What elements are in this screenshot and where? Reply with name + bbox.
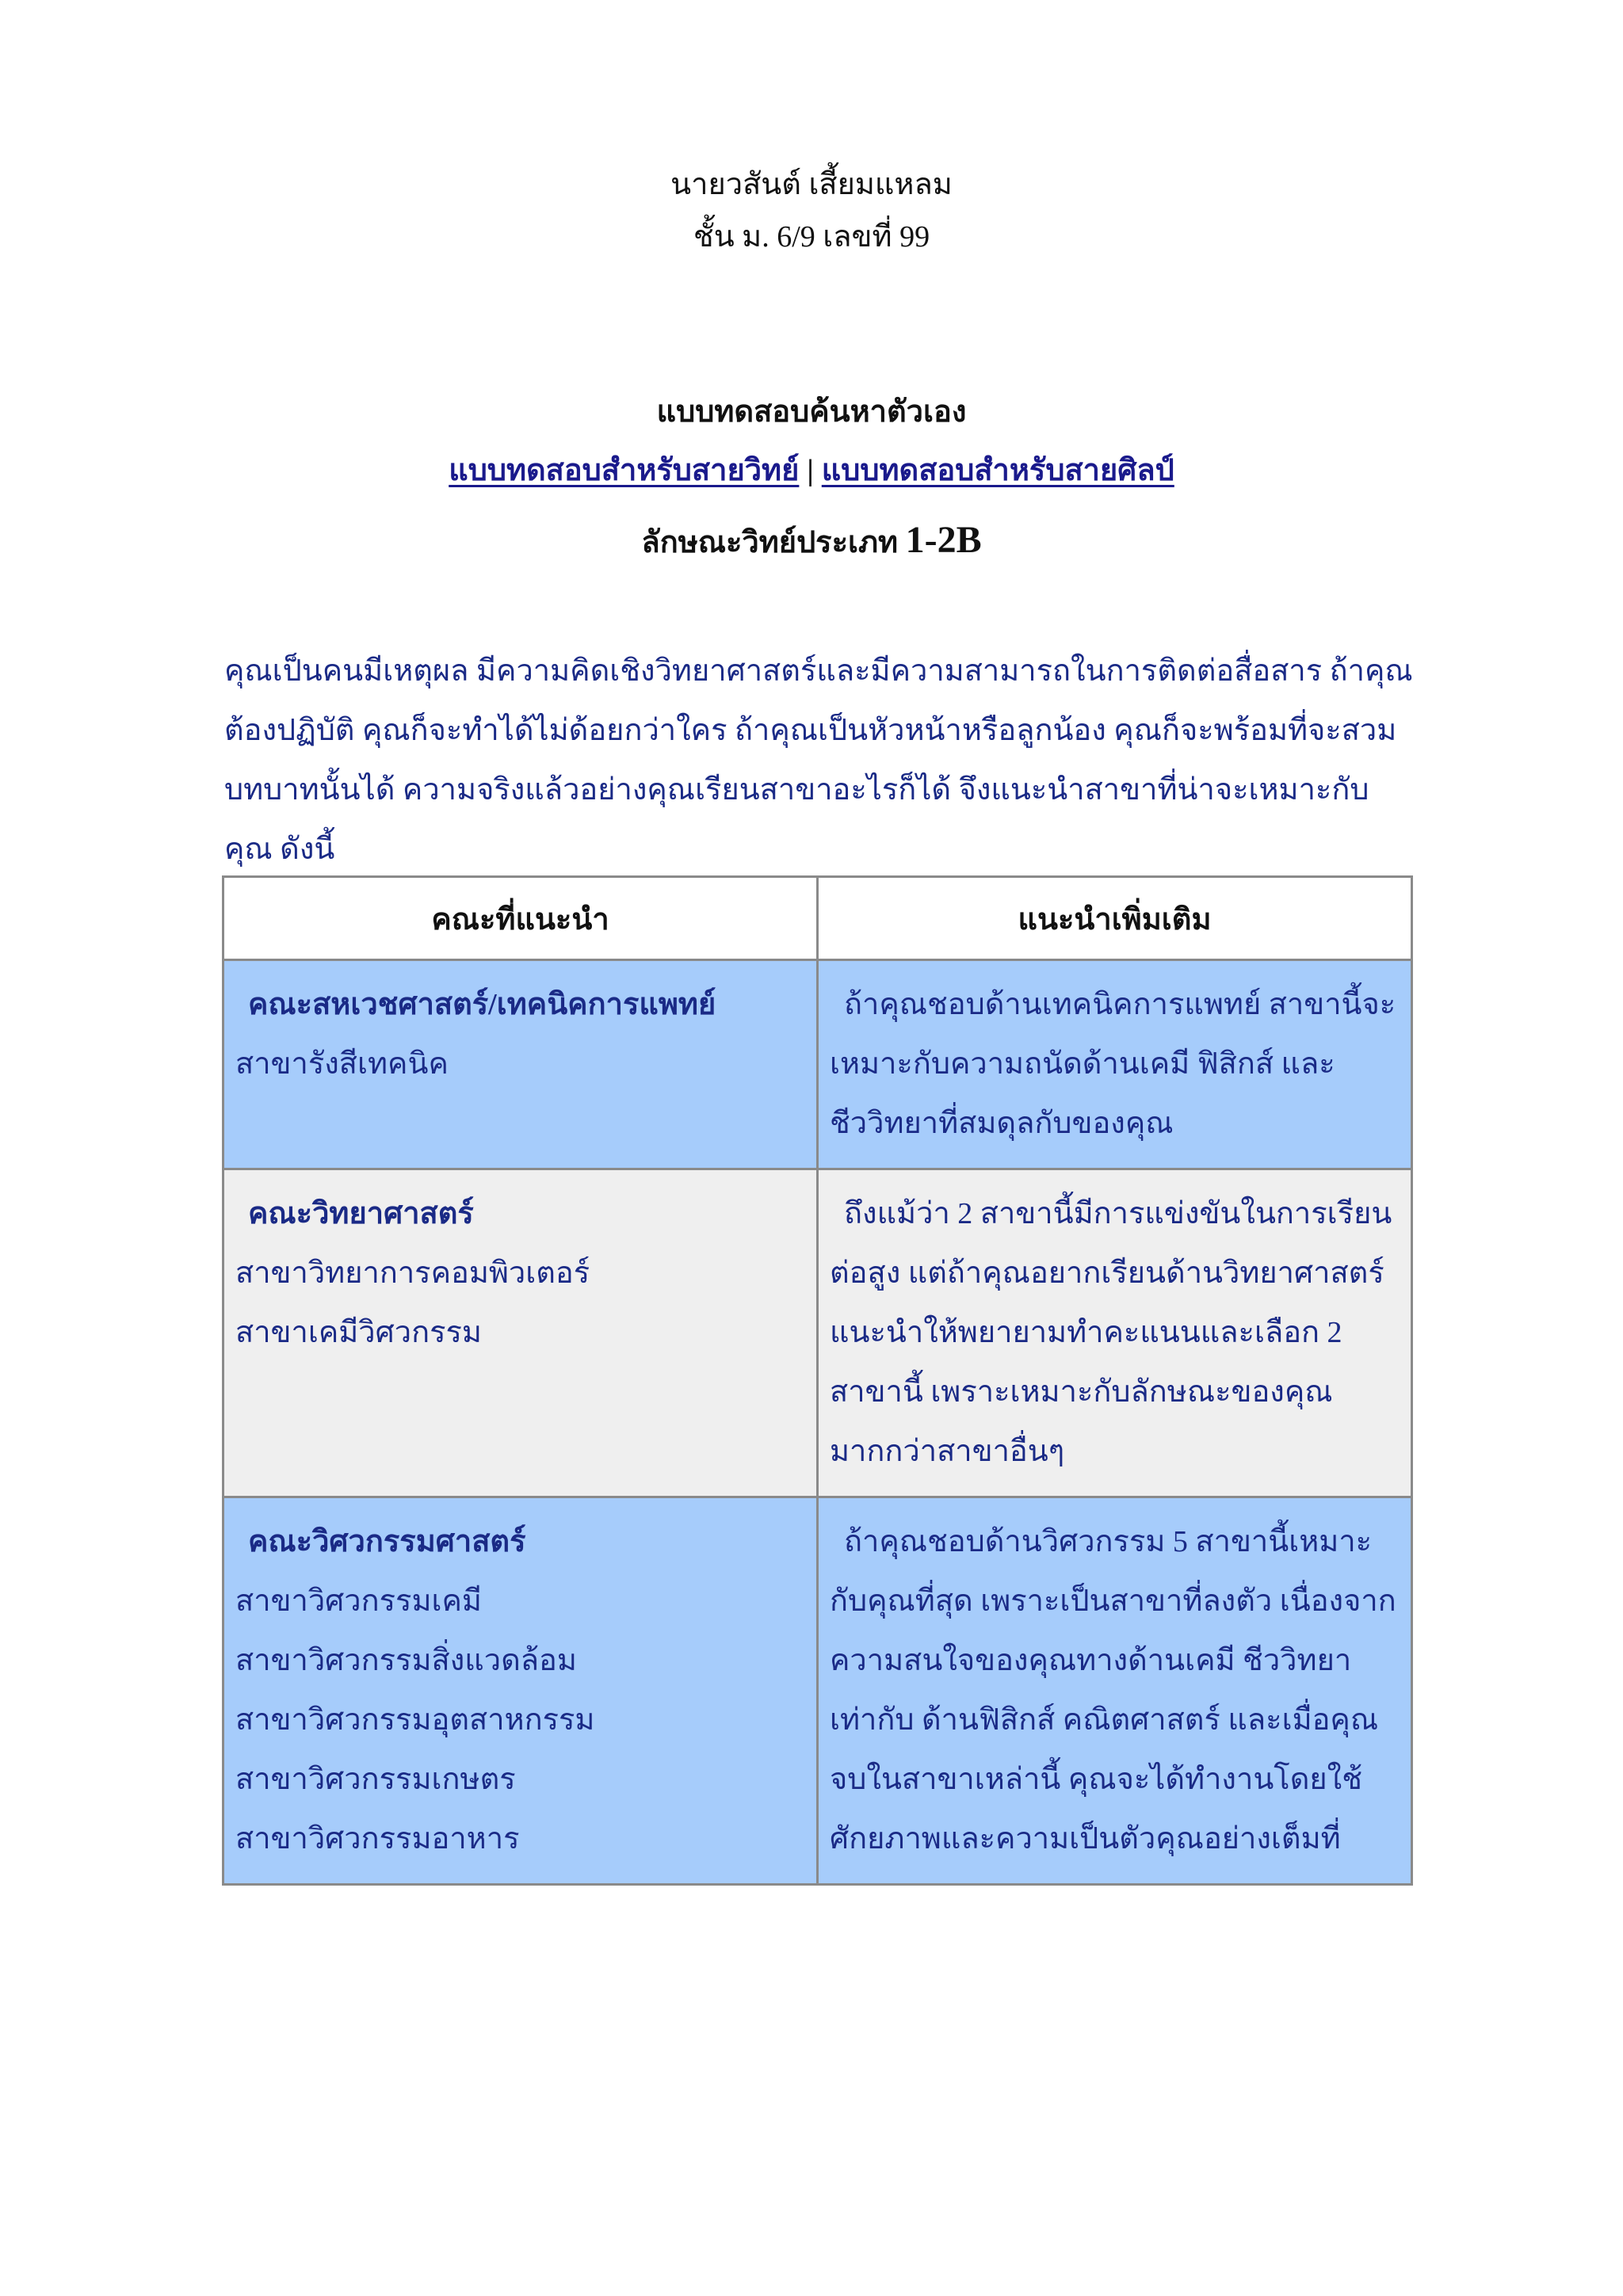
science-test-link[interactable]: แบบทดสอบสำหรับสายวิทย์	[449, 454, 800, 487]
heading-block	[0, 388, 1623, 566]
author-name: นายวสันต์ เสี้ยมแหลม	[670, 168, 953, 201]
faculty-name: คณะวิศวกรรมศาสตร์	[248, 1525, 526, 1558]
intro-paragraph: คุณเป็นคนมีเหตุผล มีความคิดเชิงวิทยาศาสตร์และมีความสามารถในการติดต่อสื่อสาร ถ้าคุณต้องปฏิบัติ คุณก็จะทำได้ไม่ด้อยกว่าใคร ถ้าคุณเป็นหัวหน้าหรือลูกน้อง คุณก็จะพร้อมที่จะสวมบทบาทนั้นได้ ความจริงแล้วอย่างคุณเรียนสาขาอะไรก็ได้ จึงแนะนำสาขาที่น่าจะเหมาะกับคุณ ดังนี้	[224, 654, 1413, 866]
major-item: สาขาวิศวกรรมเคมี	[235, 1585, 482, 1618]
test-links-row	[0, 447, 1623, 494]
table-row	[223, 1497, 1412, 1885]
table-row	[223, 1169, 1412, 1497]
table-header-row	[223, 877, 1412, 960]
test-title: แบบทดสอบค้นหาตัวเอง	[656, 395, 967, 429]
faculty-cell	[223, 1497, 818, 1885]
major-item: สาขาวิทยาการคอมพิวเตอร์	[235, 1257, 590, 1290]
advice-cell: ถึงแม้ว่า 2 สาขานี้มีการแข่งขันในการเรียนต่อสูง แต่ถ้าคุณอยากเรียนด้านวิทยาศาสตร์ แนะนำให้พยายามทำคะแนนและเลือก 2 สาขานี้ เพราะเหมาะกับลักษณะของคุณมากกว่าสาขาอื่นๆ	[818, 1169, 1412, 1497]
major-item: สาขาวิศวกรรมอาหาร	[235, 1822, 520, 1855]
major-item: สาขาเคมีวิศวกรรม	[235, 1316, 482, 1349]
faculty-table-container	[222, 875, 1411, 1886]
result-type-code: 1-2B	[905, 519, 982, 561]
major-item: สาขาวิศวกรรมอุตสาหกรรม	[235, 1703, 595, 1737]
link-separator: |	[807, 454, 814, 487]
result-type-prefix: ลักษณะวิทย์ประเภท	[641, 526, 899, 559]
advice-cell: ถ้าคุณชอบด้านวิศวกรรม 5 สาขานี้เหมาะกับคุณที่สุด เพราะเป็นสาขาที่ลงตัว เนื่องจากความสนใจของคุณทางด้านเคมี ชีววิทยา เท่ากับ ด้านฟิสิกส์ คณิตศาสตร์ และเมื่อคุณจบในสาขาเหล่านี้ คุณจะได้ทำงานโดยใช้ศักยภาพและความเป็นตัวคุณอย่างเต็มที่	[818, 1497, 1412, 1885]
table-row	[223, 960, 1412, 1169]
faculty-table	[222, 875, 1413, 1886]
header-recommended-faculty: คณะที่แนะนำ	[223, 877, 818, 960]
major-item: สาขาวิศวกรรมสิ่งแวดล้อม	[235, 1644, 577, 1677]
faculty-name: คณะวิทยาศาสตร์	[248, 1197, 474, 1230]
advice-cell: ถ้าคุณชอบด้านเทคนิคการแพทย์ สาขานี้จะเหมาะกับความถนัดด้านเคมี ฟิสิกส์ และชีววิทยาที่สมดุลกับของคุณ	[818, 960, 1412, 1169]
major-item: สาขารังสีเทคนิค	[235, 1047, 449, 1081]
arts-test-link[interactable]: แบบทดสอบสำหรับสายศิลป์	[821, 454, 1174, 487]
result-type-line	[0, 517, 1623, 566]
faculty-cell	[223, 960, 818, 1169]
faculty-cell	[223, 1169, 818, 1497]
author-class-info: ชั้น ม. 6/9 เลขที่ 99	[693, 220, 930, 254]
major-item: สาขาวิศวกรรมเกษตร	[235, 1763, 516, 1796]
author-block	[0, 158, 1623, 263]
header-additional-advice: แนะนำเพิ่มเติม	[818, 877, 1412, 960]
faculty-name: คณะสหเวชศาสตร์/เทคนิคการแพทย์	[248, 988, 716, 1021]
